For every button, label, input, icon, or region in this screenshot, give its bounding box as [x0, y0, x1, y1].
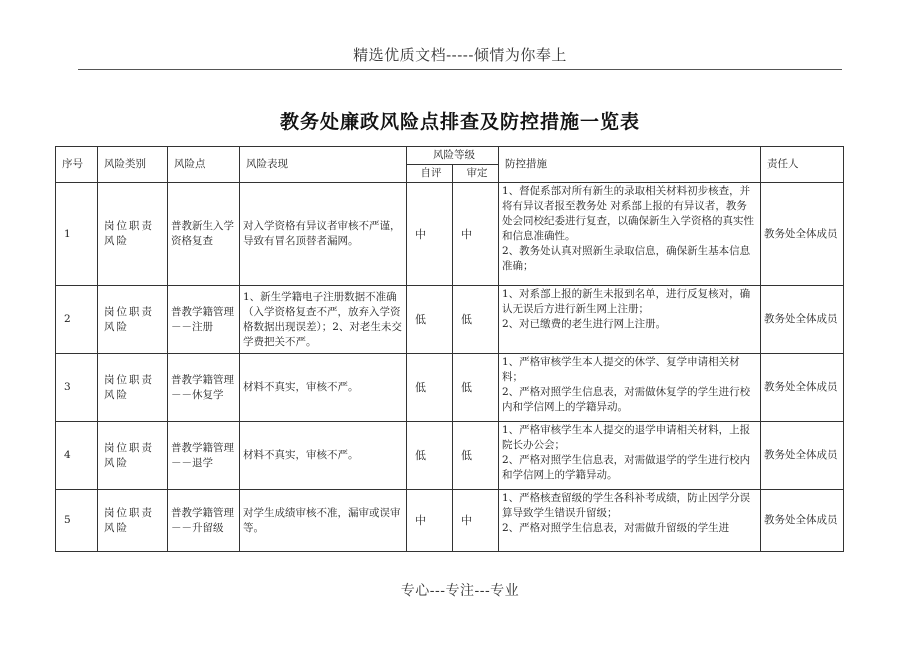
header-responsible: 责任人: [761, 147, 844, 183]
row-responsible: 教务处全体成员: [761, 354, 844, 422]
row-seq: 5: [56, 490, 98, 552]
row-measures: [499, 490, 761, 552]
row-manifestation: 对学生成绩审核不准，漏审或误审等。: [240, 490, 407, 552]
measure-item: 2、严格对照学生信息表，对需做休复学的学生进行校内和学信网上的学籍异动。: [502, 386, 751, 413]
row-measures: [499, 422, 761, 490]
row-category: 岗位职责风险: [98, 422, 168, 490]
row-responsible: 教务处全体成员: [761, 183, 844, 286]
row-self-level: 低: [407, 286, 453, 354]
risk-table: [55, 146, 844, 552]
measure-item: 1、对系部上报的新生未报到名单，进行反复核对，确认无误后方进行新生网上注册；: [502, 288, 751, 315]
row-responsible: 教务处全体成员: [761, 422, 844, 490]
row-measures: [499, 183, 761, 286]
table-row: [56, 183, 844, 286]
table-row: [56, 422, 844, 490]
measure-item: 2、严格对照学生信息表，对需做退学的学生进行校内和学信网上的学籍异动。: [502, 454, 751, 481]
row-point: 普教学籍管理－－升留级: [168, 490, 240, 552]
table-row: [56, 286, 844, 354]
header-level-group: 风险等级: [407, 147, 499, 165]
header-point: 风险点: [168, 147, 240, 183]
page-footer: 专心---专注---专业: [400, 583, 520, 599]
row-self-level: 中: [407, 183, 453, 286]
header-measures: 防控措施: [499, 147, 761, 183]
row-self-level: 低: [407, 354, 453, 422]
row-measures: [499, 354, 761, 422]
page-header: 精选优质文档-----倾情为你奉上: [353, 46, 567, 64]
row-category: 岗位职责风险: [98, 183, 168, 286]
row-seq: 4: [56, 422, 98, 490]
row-manifestation: 1、新生学籍电子注册数据不准确（入学资格复查不严，放弃入学资格数据出现误差）；2、对老生未交学费把关不严。: [240, 286, 407, 354]
row-seq: 3: [56, 354, 98, 422]
measure-item: 1、严格核查留级的学生各科补考成绩，防止因学分误算导致学生错误升留级；: [502, 492, 751, 519]
measure-item: 2、对已缴费的老生进行网上注册。: [502, 318, 667, 330]
row-point: 普教学籍管理－－休复学: [168, 354, 240, 422]
row-manifestation: 材料不真实，审核不严。: [240, 422, 407, 490]
row-seq: 2: [56, 286, 98, 354]
row-review-level: 低: [453, 422, 499, 490]
row-category: 岗位职责风险: [98, 354, 168, 422]
table-row: [56, 354, 844, 422]
header-category: 风险类别: [98, 147, 168, 183]
row-responsible: 教务处全体成员: [761, 286, 844, 354]
table-row: [56, 490, 844, 552]
document-title: 教务处廉政风险点排查及防控措施一览表: [279, 111, 640, 133]
row-manifestation: 对入学资格有异议者审核不严谨，导致有冒名顶替者漏网。: [240, 183, 407, 286]
row-measures: [499, 286, 761, 354]
row-review-level: 低: [453, 354, 499, 422]
row-review-level: 低: [453, 286, 499, 354]
row-responsible: 教务处全体成员: [761, 490, 844, 552]
row-self-level: 低: [407, 422, 453, 490]
row-category: 岗位职责风险: [98, 286, 168, 354]
row-review-level: 中: [453, 183, 499, 286]
row-category: 岗位职责风险: [98, 490, 168, 552]
measure-item: 1、督促系部对所有新生的录取相关材料初步核查，并将有异议者报至教务处 对系部上报的有异议者，教务处会同校纪委进行复查，以确保新生入学资格的真实性和信息准确性。: [502, 185, 754, 242]
row-point: 普教新生入学资格复查: [168, 183, 240, 286]
header-divider: [78, 69, 842, 70]
measure-item: 2、教务处认真对照新生录取信息，确保新生基本信息准确；: [502, 245, 751, 272]
row-self-level: 中: [407, 490, 453, 552]
row-point: 普教学籍管理－－注册: [168, 286, 240, 354]
row-review-level: 中: [453, 490, 499, 552]
header-manifestation: 风险表现: [240, 147, 407, 183]
row-point: 普教学籍管理－－退学: [168, 422, 240, 490]
measure-item: 1、严格审核学生本人提交的退学申请相关材料，上报院长办公会；: [502, 424, 751, 451]
header-seq: 序号: [56, 147, 98, 183]
measure-item: 2、严格对照学生信息表，对需做升留级的学生进: [502, 522, 730, 534]
measure-item: 1、严格审核学生本人提交的休学、复学申请相关材料；: [502, 356, 740, 383]
row-manifestation: 材料不真实，审核不严。: [240, 354, 407, 422]
row-seq: 1: [56, 183, 98, 286]
header-review: 审定: [453, 165, 499, 183]
header-self: 自评: [407, 165, 453, 183]
